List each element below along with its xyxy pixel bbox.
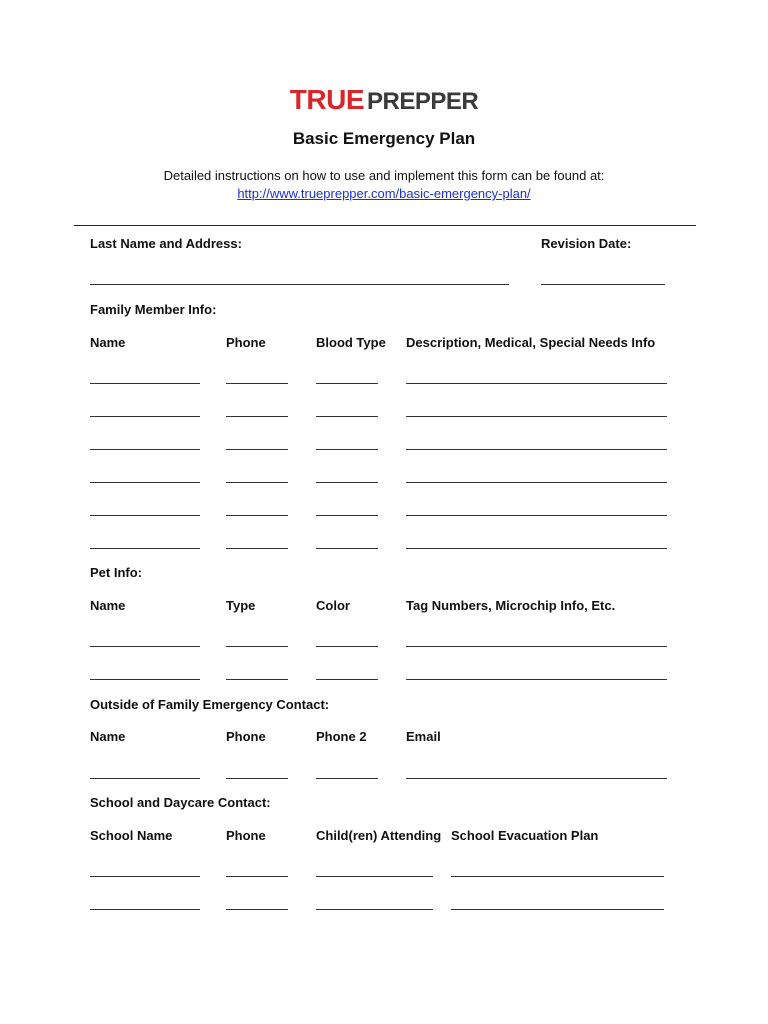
contact-email-field[interactable] [406, 778, 667, 779]
pet-name-field[interactable] [90, 679, 200, 680]
page-title: Basic Emergency Plan [292, 129, 476, 148]
school-col-phone: Phone [226, 828, 266, 843]
school-name-field[interactable] [90, 909, 200, 910]
family-phone-field[interactable] [226, 482, 288, 483]
family-name-field[interactable] [90, 482, 200, 483]
last-name-address-field[interactable] [90, 284, 509, 285]
family-description-field[interactable] [406, 383, 667, 384]
family-col-description: Description, Medical, Special Needs Info [406, 335, 656, 350]
family-phone-field[interactable] [226, 416, 288, 417]
family-blood-type-field[interactable] [316, 416, 378, 417]
pet-col-color: Color [316, 598, 350, 613]
school-col-name: School Name [90, 828, 173, 843]
family-blood-type-field[interactable] [316, 548, 378, 549]
contact-col-phone2: Phone 2 [316, 729, 367, 744]
family-phone-field[interactable] [226, 515, 288, 516]
school-children-field[interactable] [316, 909, 433, 910]
family-phone-field[interactable] [226, 548, 288, 549]
family-description-field[interactable] [406, 482, 667, 483]
pet-tag-field[interactable] [406, 679, 667, 680]
school-phone-field[interactable] [226, 909, 288, 910]
school-evacuation-field[interactable] [451, 876, 664, 877]
school-children-field[interactable] [316, 876, 433, 877]
pet-col-tag-numbers: Tag Numbers, Microchip Info, Etc. [406, 598, 616, 613]
school-col-evacuation: School Evacuation Plan [451, 828, 599, 843]
contact-phone2-field[interactable] [316, 778, 378, 779]
trueprepper-logo [0, 84, 768, 116]
family-blood-type-field[interactable] [316, 383, 378, 384]
intro-block [0, 167, 768, 203]
family-name-field[interactable] [90, 515, 200, 516]
contact-col-name: Name [90, 729, 126, 744]
intro-text: Detailed instructions on how to use and implement this form can be found at: [163, 168, 605, 183]
pet-section-label: Pet Info: [90, 565, 142, 580]
family-col-name: Name [90, 335, 126, 350]
contact-section-label: Outside of Family Emergency Contact: [90, 697, 330, 712]
contact-col-phone: Phone [226, 729, 266, 744]
last-name-address-label: Last Name and Address: [90, 236, 242, 251]
pet-type-field[interactable] [226, 679, 288, 680]
instructions-link[interactable]: http://www.trueprepper.com/basic-emergency-plan/ [237, 186, 531, 201]
family-col-blood-type: Blood Type [316, 335, 386, 350]
school-phone-field[interactable] [226, 876, 288, 877]
pet-color-field[interactable] [316, 646, 378, 647]
pet-col-name: Name [90, 598, 126, 613]
family-description-field[interactable] [406, 515, 667, 516]
family-phone-field[interactable] [226, 449, 288, 450]
contact-name-field[interactable] [90, 778, 200, 779]
school-section-label: School and Daycare Contact: [90, 795, 271, 810]
logo-true-text: TRUE [289, 84, 365, 115]
school-col-children: Child(ren) Attending [316, 828, 442, 843]
contact-col-email: Email [406, 729, 441, 744]
revision-date-label: Revision Date: [541, 236, 632, 251]
school-name-field[interactable] [90, 876, 200, 877]
pet-type-field[interactable] [226, 646, 288, 647]
family-description-field[interactable] [406, 449, 667, 450]
family-phone-field[interactable] [226, 383, 288, 384]
revision-date-field[interactable] [541, 284, 665, 285]
family-blood-type-field[interactable] [316, 449, 378, 450]
family-section-label: Family Member Info: [90, 302, 217, 317]
family-description-field[interactable] [406, 548, 667, 549]
family-col-phone: Phone [226, 335, 266, 350]
pet-color-field[interactable] [316, 679, 378, 680]
header-divider [74, 225, 696, 226]
pet-tag-field[interactable] [406, 646, 667, 647]
logo-prepper-text: PREPPER [367, 88, 479, 115]
pet-name-field[interactable] [90, 646, 200, 647]
family-blood-type-field[interactable] [316, 482, 378, 483]
school-evacuation-field[interactable] [451, 909, 664, 910]
family-name-field[interactable] [90, 548, 200, 549]
family-description-field[interactable] [406, 416, 667, 417]
family-name-field[interactable] [90, 449, 200, 450]
family-name-field[interactable] [90, 383, 200, 384]
family-blood-type-field[interactable] [316, 515, 378, 516]
pet-col-type: Type [226, 598, 256, 613]
contact-phone-field[interactable] [226, 778, 288, 779]
family-name-field[interactable] [90, 416, 200, 417]
